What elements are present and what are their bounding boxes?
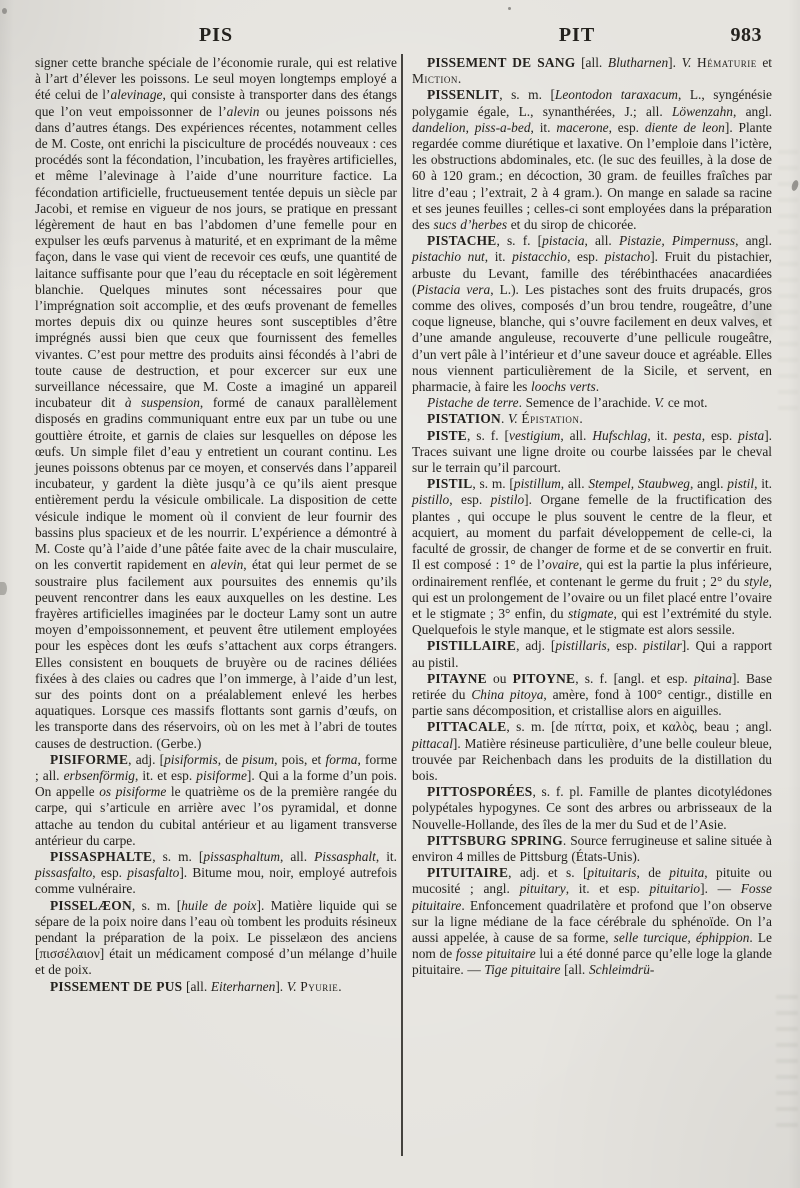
dictionary-entry: signer cette branche spéciale de l’économie rurale, qui est relative à l’art d’élever les poissons. Le seul moyen longtemps employé a été celui de l’alevinage, qui consiste à transporter dans des étangs que l’on veut empoissonner de l’alevin ou jeunes poissons nés dans d’autres étangs. Des expériences récentes, notamment celles de M. Coste, ont enrichi la pisciculture de procédés nouveaux : ces procédés sont la fécondation, l’incubation, les frayères artificielles, et même l’alevinage à l’aide d’une nourriture factice. La fécondation artificielle, fructueusement tentée depuis un siècle par Jacobi, et remise en vigueur de nos jours, se pratique en pressant légèrement de haut en bas l’abdomen d’une femelle pour en expulser les œufs parvenus à maturité, et en exprimant de la même façon, dans le vase qui vient de recevoir ces œufs, une quantité de laitance suffisante pour que l’eau du réceptacle en soit légèrement blanchie. Quelques minutes sont nécessaires pour que l’imprégnation soit accomplie, et des œufs provenant de femelles mortes depuis dix ou quinze heures sont susceptibles d’être imprégnés aussi bien que ceux que fournissent des femelles vivantes. C’est pour mettre des produits ainsi fécondés à l’abri de toute cause de destruction, et pour excercer sur eux une surveillance nécessaire, que M. Coste a imaginé un appareil incubateur dit à suspension, formé de canaux parallèlement disposés en gradins communiquant entre eux par un tube ou une gouttière étroite, et garnis de claies sur lesquelles on dépose les œufs. Un simple filet d’eau y entretient un courant continu. Les jeunes poissons obtenus par ce moyen, et conservés dans l’appareil incubateur, y gardent la diète jusqu’à ce qu’ils aient presque entièrement perdu la vésicule ombilicale. La disposition de cette vésicule indique le moment où il convient de leur fournir des bassins plus spacieux et de les nourrir. L’expérience a démontré à M. Coste qu’à l’aide d’une pâtée faite avec de la chair musculaire, on les convertit rapidement en alevin, état qui leur permet de se soustraire plus facilement aux poursuites des ennemis qu’ils peuvent rencontrer dans les eaux auxquelles on les destine. Les frayères artificielles imaginées par le docteur Lamy sont un autre moyen d’empoissonnement, et peuvent être utilement employées pour les espèces dont les œufs s’attachent aux corps étrangers. Elles consistent en bouquets de bruyère ou de racines déliées fixées à des claies ou cadres que l’on immerge, à l’aide d’un lest, sur des points dont on a préalablement enlevé les herbes aquatiques. Lorsque ces massifs flottants sont garnis d’œufs, on les transporte dans des réservoirs, où on les met à l’abri de toutes causes de destruction. (Gerbe.) bbox=[35, 55, 398, 751]
ink-speck bbox=[508, 7, 511, 10]
bleedthrough-ghost-text bbox=[776, 995, 798, 1135]
dictionary-entry: PISIFORME, adj. [pisiformis, de pisum, pois, et forma, forme ; all. erbsenförmig, it. et esp. pisiforme]. Qui a la forme d’un pois. On appelle os pisiforme le quatrième os de la première rangée du carpe, qui s’articule en arrière avec l’os pyramidal, et donne attache au tendon du cubital antérieur et au ligament transverse antérieur du carpe. bbox=[35, 751, 398, 848]
running-head-right: PIT bbox=[558, 24, 596, 46]
dictionary-entry: PITTOSPORÉES, s. f. pl. Famille de plantes dicotylédones polypétales hypogynes. Ce sont des arbres ou arbrisseaux de la Nouvelle-Hollande, des îles de la mer du Sud et de l’Asie. bbox=[412, 784, 772, 832]
ink-speck bbox=[790, 179, 799, 191]
column-divider-rule bbox=[401, 54, 403, 1156]
dictionary-entry: PISTIL, s. m. [pistillum, all. Stempel, Staubweg, angl. pistil, it. pistillo, esp. pistilo]. Organe femelle de la fructification des plantes , qui occupe le plus souvent le centre de la fleur, et acquiert, au moment du parfait développement de celle-ci, la faculté de grossir, de changer de forme et de se convertir en fruit. Il est composé : 1° de l’ovaire, qui est la partie la plus inférieure, ordinairement renflée, et contenant le germe du fruit ; 2° du style, qui est un prolongement de l’ovaire ou un filet placé entre l’ovaire et le stigmate ; 3° enfin, du stigmate, qui est l’extrémité du style. Quelquefois le style manque, et le stigmate est alors sessile. bbox=[412, 476, 773, 638]
dictionary-entry: PISSEMENT DE PUS [all. Eiterharnen]. V. Pyurie. bbox=[50, 978, 342, 994]
ink-speck bbox=[0, 582, 7, 595]
dictionary-entry: PISSASPHALTE, s. m. [pissasphaltum, all. Pissasphalt, it. pissasfalto, esp. pisasfalto]. Bitume mou, noir, employé autrefois comme vulnéraire. bbox=[35, 848, 398, 897]
dictionary-entry: PISTACHE, s. f. [pistacia, all. Pistazie, Pimpernuss, angl. pistachio nut, it. pistacchio, esp. pistacho]. Fruit du pistachier, arbuste du Levant, famille des térébinthacées anacardiées (Pistacia vera, L.). Les pistaches sont des fruits drupacés, gros comme des olives, composés d’un brou tendre, rougeâtre, d’une coque ligneuse, blanche, qui s’ouvre facilement en deux valves, et d’une amande anguleuse, recouverte d’une pellicule rougeâtre, d’un vert pâle à l’intérieur et d’une saveur douce et agréable. Elles nous viennent particulièrement de la Sicile, et servent, en pharmacie, à faire les loochs verts. bbox=[412, 233, 773, 395]
dictionary-entry: PITAYNE ou PITOYNE, s. f. [angl. et esp. pitaina]. Base retirée du China pitoya, amère, fond à 100° centigr., distille en partie sans décomposition, et cristallise alors en aiguilles. bbox=[412, 670, 773, 719]
dictionary-entry: PISSELÆON, s. m. [huile de poix]. Matière liquide qui se sépare de la poix noire dans l’eau où tombent les produits résineux pendant la préparation de la poix. Le pisselæon des anciens [πισσέλαιον] était un médicament composé d’un mélange d’huile et de poix. bbox=[35, 897, 398, 978]
dictionary-entry: PISSEMENT DE SANG [all. Blutharnen]. V. Hématurie et Miction. bbox=[412, 55, 772, 87]
dictionary-entry: PISTATION. V. Épistation. bbox=[427, 411, 583, 427]
dictionary-entry: PITUITAIRE, adj. et s. [pituitaris, de pituita, pituite ou mucosité ; angl. pituitary, it. et esp. pituitario]. — Fosse pituitaire. Enfoncement quadrilatère et profond que l’on observe sur la ligne médiane de la face cérébrale du sphénoïde. On l’a aussi appelée, à cause de sa forme, selle turcique, éphippion. Le nom de fosse pituitaire lui a été donné parce qu’elle loge la glande pituitaire. — Tige pituitaire [all. Schleimdrü- bbox=[412, 865, 772, 978]
dictionary-entry: PISTILLAIRE, adj. [pistillaris, esp. pistilar]. Qui a rapport au pistil. bbox=[412, 638, 772, 670]
right-text-column bbox=[412, 55, 772, 979]
left-text-column bbox=[35, 55, 397, 995]
dictionary-entry: Pistache de terre. Semence de l’arachide. V. ce mot. bbox=[427, 395, 708, 411]
dictionary-entry: PISTE, s. f. [vestigium, all. Hufschlag, it. pesta, esp. pista]. Traces suivant une ligne droite ou courbe laissées par le cheval sur le terrain qu’il parcourt. bbox=[412, 427, 773, 476]
ink-speck bbox=[2, 8, 7, 14]
dictionary-entry: PITTSBURG SPRING. Source ferrugineuse et saline située à environ 4 milles de Pittsburg (États-Unis). bbox=[412, 832, 772, 864]
dictionary-entry: PITTACALE, s. m. [de πίττα, poix, et καλὸς, beau ; angl. pittacal]. Matière résineuse particulière, d’une belle couleur bleue, trouvée par Reichenbach dans les produits de la distillation du bois. bbox=[412, 719, 772, 783]
running-head-left: PIS bbox=[198, 24, 234, 46]
page-number: 983 bbox=[730, 24, 762, 46]
running-header bbox=[0, 24, 800, 50]
dictionary-entry: PISSENLIT, s. m. [Leontodon taraxacum, L., syngénésie polygamie égale, L., synanthérées, J.; all. Löwenzahn, angl. dandelion, piss-a-bed, it. macerone, esp. diente de leon]. Plante regardée comme diurétique et laxative. On l’emploie dans l’ictère, les obstructions abdominales, etc. (le suc des feuilles, à la dose de 60 à 120 gram.; en décoction, 30 gram. de feuilles fraîches par litre d’eau ; l’extrait, 2 à 4 gram.). On mange en salade sa racine et ses jeunes feuilles ; celles-ci sont employées dans la préparation des sucs d’herbes et du sirop de chicorée. bbox=[412, 87, 772, 233]
